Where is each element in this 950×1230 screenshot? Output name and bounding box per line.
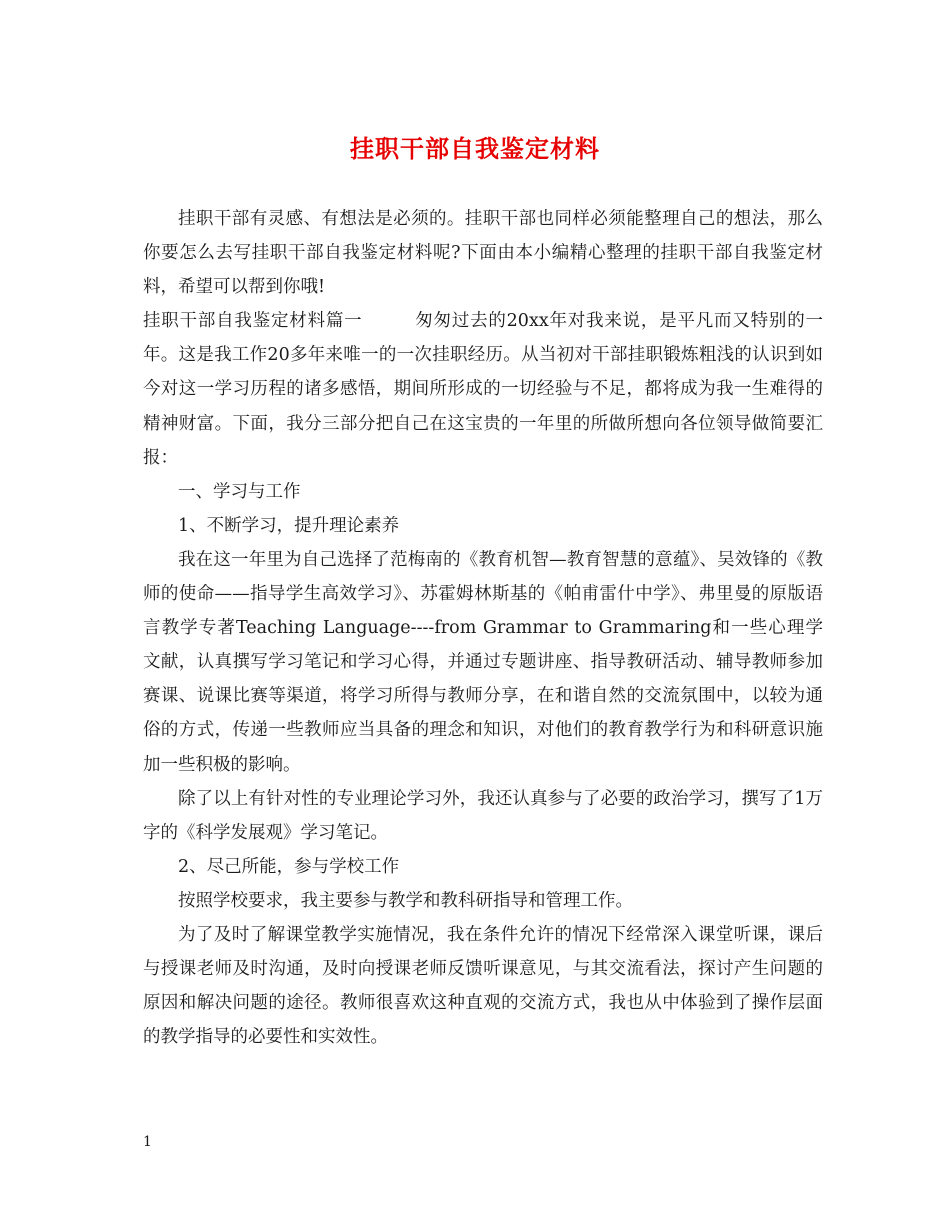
heading-school-work: 2、尽己所能，参与学校工作 xyxy=(178,856,400,877)
heading-continuous-learning: 1、不断学习，提升理论素养 xyxy=(178,515,400,536)
document-body xyxy=(143,202,823,1054)
heading-study-and-work: 一、学习与工作 xyxy=(178,481,301,502)
page-number: 1 xyxy=(143,1134,152,1150)
paragraph-duties: 按照学校要求，我主要参与教学和教科研指导和管理工作。 xyxy=(178,890,633,911)
section-paragraph xyxy=(143,304,823,474)
section-label: 挂职干部自我鉴定材料篇一 xyxy=(143,311,363,332)
intro-paragraph: 挂职干部有灵感、有想法是必须的。挂职干部也同样必须能整理自己的想法，那么你要怎么去写挂职干部自我鉴定材料呢?下面由本小编精心整理的挂职干部自我鉴定材料，希望可以帮到你哦! xyxy=(143,209,823,298)
paragraph-political-study: 除了以上有针对性的专业理论学习外，我还认真参与了必要的政治学习，撰写了1万字的《科学发展观》学习笔记。 xyxy=(143,788,823,843)
paragraph-reading-list: 我在这一年里为自己选择了范梅南的《教育机智—教育智慧的意蕴》、吴效锋的《教师的使命——指导学生高效学习》、苏霍姆林斯基的《帕甫雷什中学》、弗里曼的原版语言教学专著Teaching Language----from Grammar to Grammaring和一些心理学文献，认真撰写学习笔记和学习心得，并通过专题讲座、指导教研活动、辅导教师参加赛课、说课比赛等渠道，将学习所得与教师分享，在和谐自然的交流氛围中，以较为通俗的方式，传递一些教师应当具备的理念和知识，对他们的教育教学行为和科研意识施加一些积极的影响。 xyxy=(143,549,823,775)
document-title: 挂职干部自我鉴定材料 xyxy=(350,134,600,163)
section-text: 匆匆过去的20xx年对我来说，是平凡而又特别的一年。这是我工作20多年来唯一的一次挂职经历。从当初对干部挂职锻炼粗浅的认识到如今对这一学习历程的诸多感悟，期间所形成的一切经验与不足，都将成为我一生难得的精神财富。下面，我分三部分把自己在这宝贵的一年里的所做所想向各位领导做简要汇报： xyxy=(143,311,823,468)
paragraph-classroom-observation: 为了及时了解课堂教学实施情况，我在条件允许的情况下经常深入课堂听课，课后与授课老师及时沟通，及时向授课老师反馈听课意见，与其交流看法，探讨产生问题的原因和解决问题的途径。教师很喜欢这种直观的交流方式，我也从中体验到了操作层面的教学指导的必要性和实效性。 xyxy=(143,924,823,1048)
